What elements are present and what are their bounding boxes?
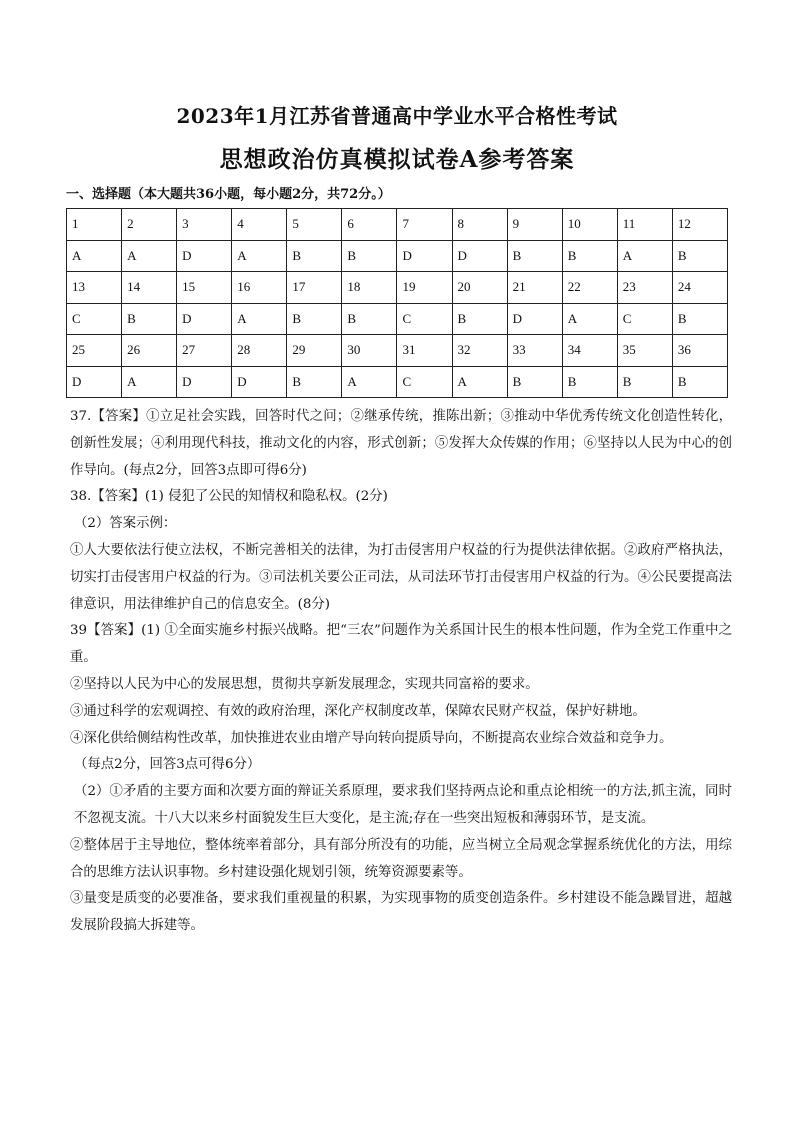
answer-letter-cell: B xyxy=(122,303,177,335)
answer-letter-cell: D xyxy=(232,366,287,398)
question-number-cell: 20 xyxy=(452,272,507,304)
answer-39-point1: 39【答案】(1) ①全面实施乡村振兴战略。把“三农”问题作为关系国计民生的根本性问题，作为全党工作重中之重。 xyxy=(70,623,732,666)
question-number-cell: 12 xyxy=(672,209,727,241)
answer-letter-cell: A xyxy=(232,240,287,272)
question-number-cell: 18 xyxy=(342,272,397,304)
question-number-cell: 33 xyxy=(507,335,562,367)
answer-38-part1: 38.【答案】(1) 侵犯了公民的知情权和隐私权。(2分) xyxy=(70,489,388,505)
answer-letter-cell: B xyxy=(342,240,397,272)
question-number-cell: 4 xyxy=(232,209,287,241)
section-heading-multiple-choice: 一、选择题（本大题共36小题，每小题2分，共72分。） xyxy=(66,187,391,202)
answer-letter-cell: A xyxy=(232,303,287,335)
answer-letter-cell: B xyxy=(452,303,507,335)
question-number-cell: 34 xyxy=(562,335,617,367)
answer-39-part2-point2: ②整体居于主导地位，整体统率着部分，具有部分所没有的功能，应当树立全局观念掌握系统优化的方法，用综合的思维方法认识事物。乡村建设强化规划引领，统筹资源要素等。 xyxy=(70,837,732,880)
question-number-cell: 21 xyxy=(507,272,562,304)
answer-letter-row xyxy=(67,366,728,398)
question-number-cell: 30 xyxy=(342,335,397,367)
question-number-cell: 16 xyxy=(232,272,287,304)
question-number-cell: 8 xyxy=(452,209,507,241)
question-number-cell: 6 xyxy=(342,209,397,241)
question-number-cell: 25 xyxy=(67,335,122,367)
answer-letter-cell: B xyxy=(287,240,342,272)
answer-letter-cell: B xyxy=(562,366,617,398)
question-number-row xyxy=(67,272,728,304)
answer-39-scoring-note: （每点2分，回答3点可得6分） xyxy=(74,757,261,773)
answer-letter-cell: A xyxy=(342,366,397,398)
answer-letter-cell: A xyxy=(452,366,507,398)
answer-letter-cell: B xyxy=(507,240,562,272)
answer-letter-cell: A xyxy=(562,303,617,335)
answer-letter-row xyxy=(67,303,728,335)
question-number-cell: 14 xyxy=(122,272,177,304)
answer-letter-cell: D xyxy=(177,240,232,272)
question-number-cell: 13 xyxy=(67,272,122,304)
answer-letter-cell: D xyxy=(177,303,232,335)
question-number-cell: 10 xyxy=(562,209,617,241)
answer-letter-cell: A xyxy=(67,240,122,272)
question-number-cell: 19 xyxy=(397,272,452,304)
question-number-cell: 27 xyxy=(177,335,232,367)
answer-38-part2-text: ①人大要依法行使立法权，不断完善相关的法律，为打击侵害用户权益的行为提供法律依据。②政府严格执法，切实打击侵害用户权益的行为。③司法机关要公正司法，从司法环节打击侵害用户权益的行为。④公民要提高法律意识，用法律维护自己的信息安全。(8分) xyxy=(70,542,732,612)
answer-letter-cell: A xyxy=(617,240,672,272)
answer-key-title: 思想政治仿真模拟试卷A参考答案 xyxy=(219,146,575,173)
answer-letter-cell: B xyxy=(672,240,727,272)
question-number-cell: 31 xyxy=(397,335,452,367)
answer-letter-row xyxy=(67,240,728,272)
question-number-cell: 36 xyxy=(672,335,727,367)
answer-letter-cell: D xyxy=(177,366,232,398)
question-number-cell: 35 xyxy=(617,335,672,367)
exam-title: 2023年1月江苏省普通高中学业水平合格性考试 xyxy=(176,104,618,128)
question-number-cell: 32 xyxy=(452,335,507,367)
question-number-cell: 17 xyxy=(287,272,342,304)
answer-letter-cell: B xyxy=(342,303,397,335)
answer-38-part2-label: （2）答案示例： xyxy=(74,516,177,532)
question-number-row xyxy=(67,209,728,241)
question-number-cell: 11 xyxy=(617,209,672,241)
answer-letter-cell: B xyxy=(672,366,727,398)
question-number-cell: 29 xyxy=(287,335,342,367)
answer-letter-cell: B xyxy=(287,366,342,398)
question-number-cell: 3 xyxy=(177,209,232,241)
answer-letter-cell: C xyxy=(67,303,122,335)
answer-letter-cell: B xyxy=(507,366,562,398)
answer-letter-cell: D xyxy=(452,240,507,272)
answer-letter-cell: C xyxy=(617,303,672,335)
answer-letter-cell: C xyxy=(397,303,452,335)
answer-letter-cell: D xyxy=(397,240,452,272)
answer-37: 37.【答案】①立足社会实践，回答时代之问；②继承传统，推陈出新；③推动中华优秀传统文化创造性转化，创新性发展；④利用现代科技，推动文化的内容，形式创新；⑤发挥大众传媒的作用；⑥坚持以人民为中心的创作导向。(每点2分，回答3点即可得6分) xyxy=(70,409,732,478)
question-number-cell: 24 xyxy=(672,272,727,304)
answer-letter-cell: B xyxy=(287,303,342,335)
question-number-cell: 2 xyxy=(122,209,177,241)
question-number-cell: 7 xyxy=(397,209,452,241)
question-number-row xyxy=(67,335,728,367)
answer-letter-cell: A xyxy=(122,240,177,272)
answer-letter-cell: B xyxy=(672,303,727,335)
answer-39-part2-point1: （2）①矛盾的主要方面和次要方面的辩证关系原理，要求我们坚持两点论和重点论相统一的方法,抓主流，同时不忽视支流。十八大以来乡村面貌发生巨大变化，是主流;存在一些突出短板和薄弱环节，是支流。 xyxy=(74,784,732,826)
answer-39-point3: ③通过科学的宏观调控、有效的政府治理，深化产权制度改革，保障农民财产权益，保护好耕地。 xyxy=(70,703,646,719)
answer-table xyxy=(66,208,728,398)
answer-letter-cell: C xyxy=(397,366,452,398)
answer-letter-cell: B xyxy=(617,366,672,398)
question-number-cell: 23 xyxy=(617,272,672,304)
question-number-cell: 5 xyxy=(287,209,342,241)
answer-letter-cell: A xyxy=(122,366,177,398)
question-number-cell: 22 xyxy=(562,272,617,304)
question-number-cell: 26 xyxy=(122,335,177,367)
answer-39-part2-point3: ③量变是质变的必要准备，要求我们重视量的积累，为实现事物的质变创造条件。乡村建设不能急躁冒进，超越发展阶段搞大拆建等。 xyxy=(70,891,732,934)
question-number-cell: 1 xyxy=(67,209,122,241)
answer-39-point2: ②坚持以人民为中心的发展思想，贯彻共享新发展理念，实现共同富裕的要求。 xyxy=(70,676,539,692)
answer-letter-cell: B xyxy=(562,240,617,272)
question-number-cell: 28 xyxy=(232,335,287,367)
question-number-cell: 9 xyxy=(507,209,562,241)
question-number-cell: 15 xyxy=(177,272,232,304)
answer-letter-cell: D xyxy=(507,303,562,335)
answer-body xyxy=(70,404,732,940)
answer-letter-cell: D xyxy=(67,366,122,398)
answer-39-point4: ④深化供给侧结构性改革，加快推进农业由增产导向转向提质导向，不断提高农业综合效益和竞争力。 xyxy=(70,730,673,746)
